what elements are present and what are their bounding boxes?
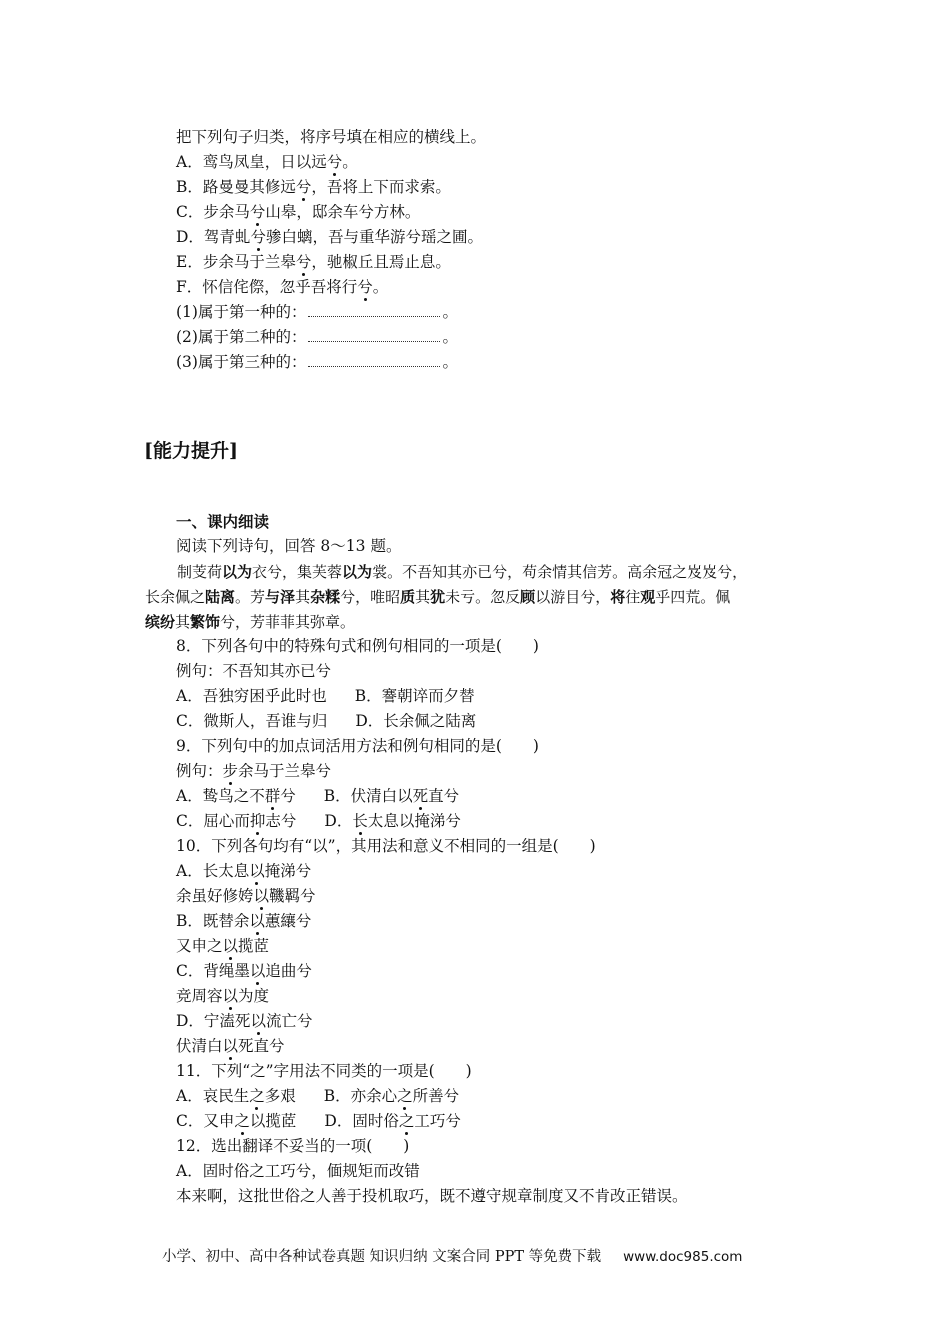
fill-line-1: (1)属于第一种的： 。: [176, 303, 458, 321]
footer-link[interactable]: www.doc985.com: [623, 1249, 743, 1265]
section-title: [能力提升]: [144, 440, 238, 462]
option-c: C．步余马兮山皋，邸余车兮方林。: [176, 203, 421, 221]
q11-stem: 11．下列“之”字用法不同类的一项是( ): [176, 1062, 472, 1080]
subheading: 一、课内细读: [176, 512, 270, 531]
q10-line-b2: 又申之以揽茝: [176, 937, 270, 955]
q10-line-d1: D．宁溘死以流亡兮: [176, 1012, 313, 1030]
footer: [162, 1245, 742, 1266]
q10-line-c1: C．背绳墨以追曲兮: [176, 962, 312, 980]
option-a: A．鸾鸟凤皇，日以远兮。: [176, 153, 358, 171]
q10-stem: 10．下列各句均有“以”，其用法和意义不相同的一组是( ): [176, 837, 596, 855]
q8-options-cd: C．微斯人，吾谁与归 D．长余佩之陆离: [176, 712, 477, 730]
option-f: F．怀信侘傺，忽乎吾将行兮。: [176, 278, 389, 296]
option-e: E．步余马于兰皋兮，驰椒丘且焉止息。: [176, 253, 451, 271]
fill-line-3: (3)属于第三种的： 。: [176, 353, 458, 371]
reading-intro: 阅读下列诗句，回答 8～13 题。: [176, 537, 402, 555]
fill-line-2: (2)属于第二种的： 。: [176, 328, 458, 346]
q10-line-b1: B．既替余以蕙纕兮: [176, 912, 312, 930]
q10-line-c2: 竞周容以为度: [176, 987, 270, 1005]
q8-options-ab: A．吾独穷困乎此时也 B．謇朝谇而夕替: [176, 687, 475, 705]
q9-example: 例句：步余马于兰皋兮: [176, 762, 332, 780]
q9-options-ab: A．鸷鸟之不群兮 B．伏清白以死直兮: [176, 787, 460, 805]
q9-options-cd: C．屈心而抑志兮 D．长太息以掩涕兮: [176, 812, 461, 830]
q12-stem: 12．选出翻译不妥当的一项( ): [176, 1137, 410, 1155]
poem-line-2: 长余佩之陆离。芳与泽其杂糅兮，唯昭质其犹未亏。忽反顾以游目兮，将往观乎四荒。佩: [145, 588, 731, 606]
option-b: B．路曼曼其修远兮，吾将上下而求索。: [176, 178, 451, 196]
q8-example: 例句：不吾知其亦已兮: [176, 662, 332, 680]
poem-line-1: 制芰荷以为衣兮，集芙蓉以为裳。不吾知其亦已兮，苟余情其信芳。高余冠之岌岌兮，: [177, 563, 748, 581]
answer-blank-3[interactable]: [308, 352, 440, 367]
q8-stem: 8．下列各句中的特殊句式和例句相同的一项是( ): [176, 637, 539, 655]
answer-blank-2[interactable]: [308, 327, 440, 342]
q11-options-ab: A．哀民生之多艰 B．亦余心之所善兮: [176, 1087, 460, 1105]
poem-passage: [145, 560, 815, 635]
q9-stem: 9．下列句中的加点词活用方法和例句相同的是( ): [176, 737, 539, 755]
q10-line-a1: A．长太息以掩涕兮: [176, 862, 312, 880]
q10-line-d2: 伏清白以死直兮: [176, 1037, 285, 1055]
q10-line-a2: 余虽好修姱以鞿羁兮: [176, 887, 316, 905]
q11-options-cd: C．又申之以揽茝 D．固时俗之工巧兮: [176, 1112, 461, 1130]
poem-line-3: 缤纷其繁饰兮，芳菲菲其弥章。: [145, 613, 356, 631]
q12-translation: 本来啊，这批世俗之人善于投机取巧，既不遵守规章制度又不肯改正错误。: [176, 1187, 688, 1205]
q12-option-a: A．固时俗之工巧兮，偭规矩而改错: [176, 1162, 420, 1180]
footer-text: 小学、初中、高中各种试卷真题 知识归纳 文案合同 PPT 等免费下载: [162, 1249, 602, 1265]
answer-blank-1[interactable]: [308, 302, 440, 317]
instruction-text: 把下列句子归类，将序号填在相应的横线上。: [176, 128, 487, 146]
option-d: D．驾青虬兮骖白螭，吾与重华游兮瑶之圃。: [176, 228, 483, 246]
